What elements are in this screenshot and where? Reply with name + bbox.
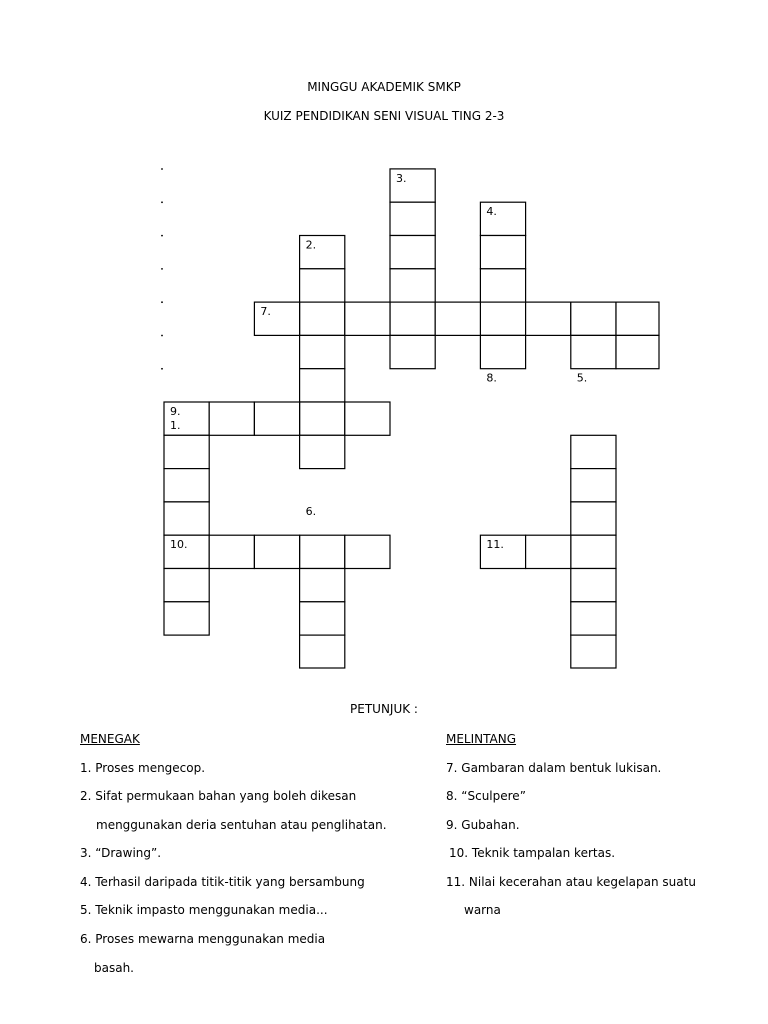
document-subtitle: KUIZ PENDIDIKAN SENI VISUAL TING 2-3 [263, 109, 505, 123]
down-clues-heading: MENEGAK [80, 732, 140, 746]
clue-number: 1. [170, 419, 181, 432]
clues-heading: PETUNJUK : [350, 702, 418, 716]
crossword-cell[interactable] [164, 502, 209, 535]
crossword-cell[interactable] [480, 236, 525, 269]
document-title: MINGGU AKADEMIK SMKP [307, 80, 461, 94]
clue-number: 9. [170, 405, 181, 418]
crossword-cell[interactable] [164, 569, 209, 602]
crossword-cell[interactable] [526, 302, 571, 335]
crossword-cell[interactable] [209, 402, 254, 435]
crossword-cell[interactable] [300, 569, 345, 602]
clue-number: 10. [170, 538, 188, 552]
across-clues-heading: MELINTANG [446, 732, 517, 746]
crossword-cell[interactable] [300, 402, 345, 435]
crossword-cell[interactable] [300, 635, 345, 668]
crossword-cell[interactable] [300, 535, 345, 568]
crossword-cell[interactable] [390, 335, 435, 368]
crossword-cell[interactable] [480, 302, 525, 335]
clue-number: 3. [396, 171, 407, 185]
across-clue-7: 7. Gambaran dalam bentuk lukisan. [446, 761, 662, 775]
crossword-cell[interactable] [164, 602, 209, 635]
down-clue-3: 3. “Drawing”. [80, 846, 162, 860]
clue-number: 8. [486, 371, 497, 385]
down-clue-5: 5. Teknik impasto menggunakan media... [80, 903, 328, 917]
crossword-cell[interactable] [571, 335, 616, 368]
crossword-cell[interactable] [300, 369, 345, 402]
margin-dot [161, 235, 163, 237]
crossword-cell[interactable] [390, 269, 435, 302]
crossword-cell[interactable] [345, 535, 390, 568]
crossword-cell[interactable] [435, 302, 480, 335]
down-clue-1: 1. Proses mengecop. [80, 761, 206, 775]
across-clue-8: 8. “Sculpere” [446, 789, 526, 803]
crossword-cell[interactable] [390, 202, 435, 235]
clue-number: 7. [260, 305, 271, 319]
crossword-cell[interactable] [254, 402, 299, 435]
down-clue-2-cont: menggunakan deria sentuhan atau penglihatan. [96, 818, 387, 832]
margin-dot [161, 268, 163, 270]
crossword-cell[interactable] [571, 569, 616, 602]
crossword-cell[interactable] [571, 635, 616, 668]
crossword-cell[interactable] [300, 435, 345, 468]
crossword-cell[interactable] [164, 469, 209, 502]
crossword-cell[interactable] [345, 402, 390, 435]
crossword-cell[interactable] [571, 502, 616, 535]
crossword-cell[interactable] [480, 269, 525, 302]
crossword-cell[interactable] [571, 535, 616, 568]
crossword-cell[interactable] [390, 302, 435, 335]
margin-dot [161, 301, 163, 303]
crossword-cell[interactable] [571, 435, 616, 468]
crossword-cell[interactable] [616, 302, 659, 335]
across-clue-11-cont: warna [464, 903, 501, 917]
crossword-cell[interactable] [300, 302, 345, 335]
crossword-cell[interactable] [300, 602, 345, 635]
margin-dot [161, 168, 163, 170]
down-clue-4: 4. Terhasil daripada titik-titik yang bersambung [80, 875, 365, 889]
crossword-cell[interactable] [571, 602, 616, 635]
margin-dot [161, 368, 163, 370]
clue-number: 6. [305, 504, 317, 518]
margin-dot [161, 335, 163, 337]
down-clue-2: 2. Sifat permukaan bahan yang boleh dikesan [80, 789, 357, 803]
crossword-cell[interactable] [571, 469, 616, 502]
crossword-cell[interactable] [209, 535, 254, 568]
clue-number: 5. [576, 371, 588, 385]
clue-number: 4. [486, 205, 497, 219]
across-clue-10: 10. Teknik tampalan kertas. [449, 846, 616, 860]
down-clue-6-cont: basah. [94, 961, 134, 975]
crossword-cell[interactable] [345, 302, 390, 335]
crossword-cell[interactable] [571, 302, 616, 335]
across-clue-11: 11. Nilai kecerahan atau kegelapan suatu [446, 875, 696, 889]
across-clue-9: 9. Gubahan. [446, 818, 520, 832]
clue-number: 11. [486, 538, 504, 552]
crossword-cell[interactable] [526, 535, 571, 568]
clue-number: 2. [305, 238, 317, 252]
crossword-cell[interactable] [300, 269, 345, 302]
crossword-cell[interactable] [480, 335, 525, 368]
margin-dot [161, 201, 163, 203]
down-clue-6: 6. Proses mewarna menggunakan media [80, 932, 326, 946]
crossword-cell[interactable] [616, 335, 659, 368]
crossword-cell[interactable] [300, 335, 345, 368]
crossword-cell[interactable] [390, 236, 435, 269]
crossword-cell[interactable] [254, 535, 299, 568]
crossword-cell[interactable] [164, 435, 209, 468]
